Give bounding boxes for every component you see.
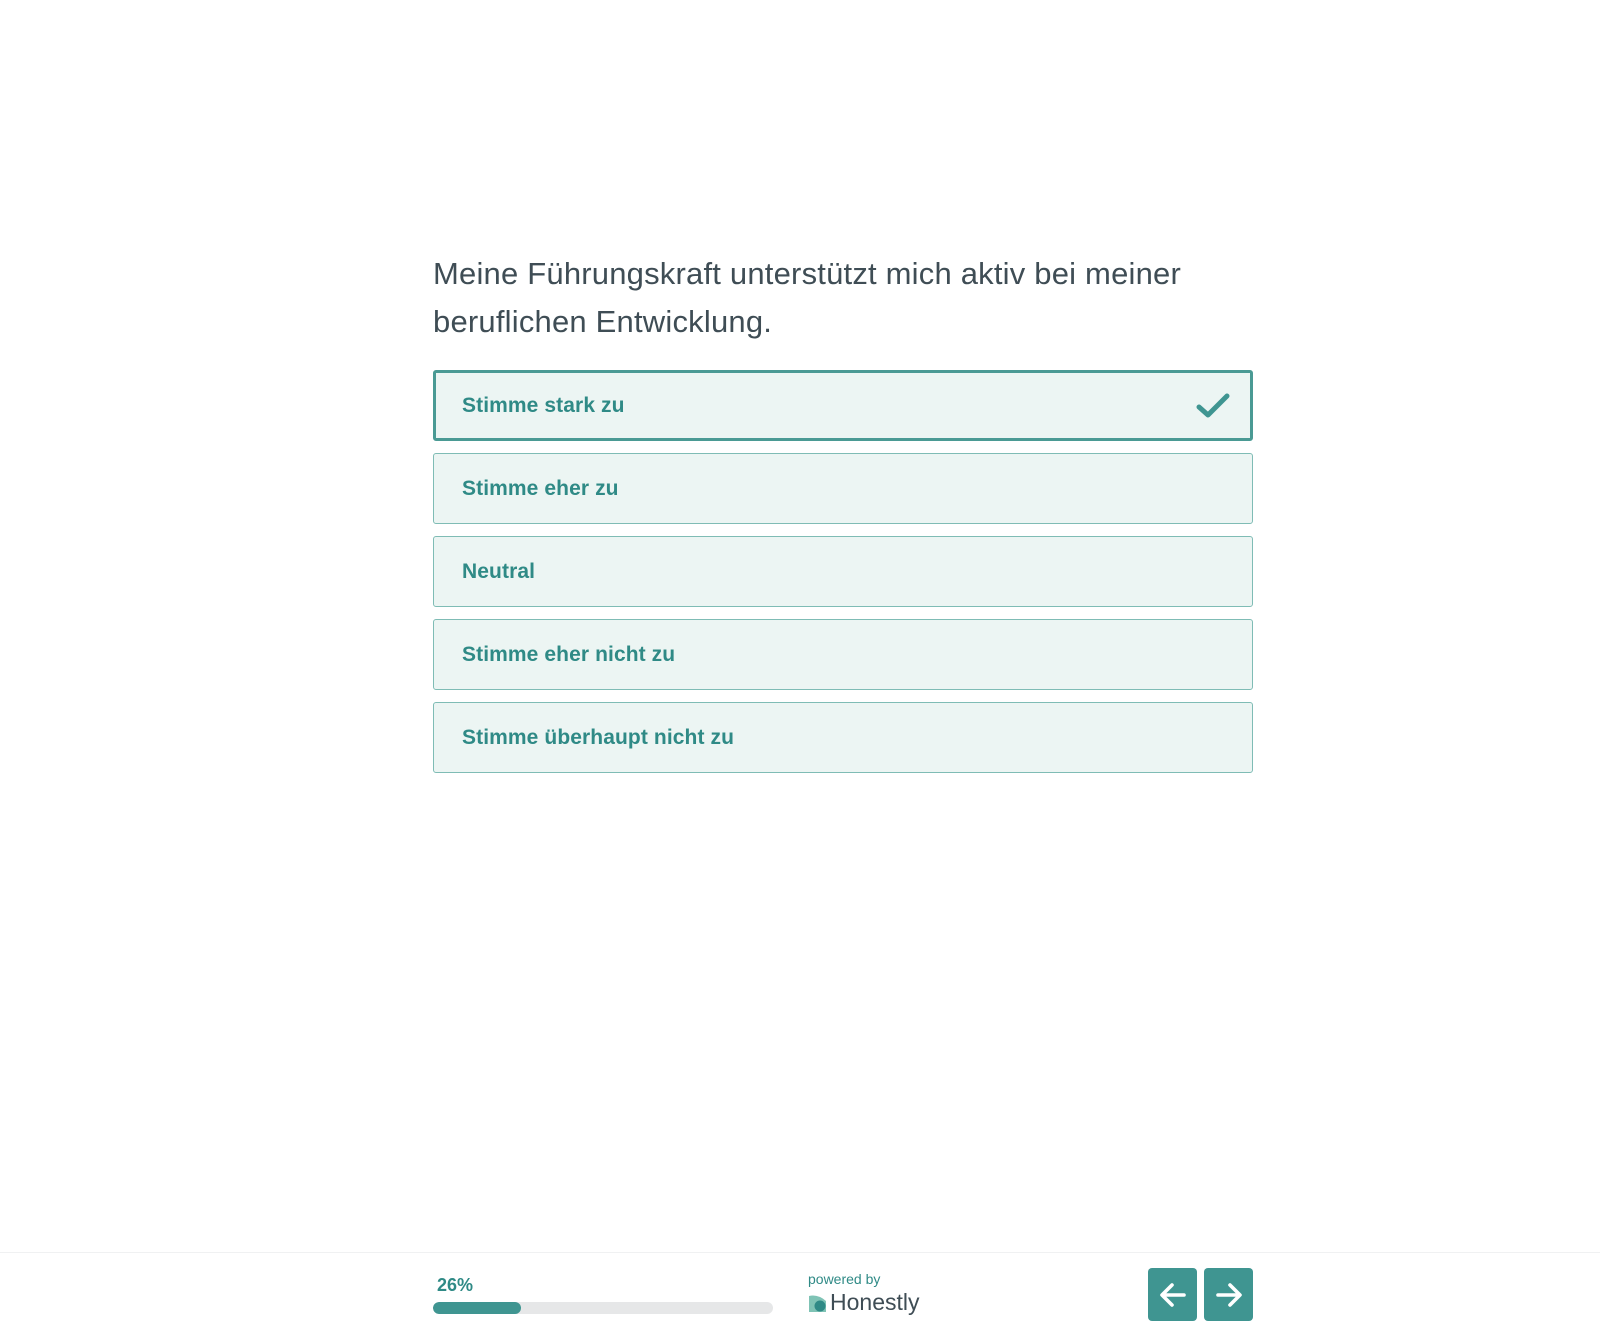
progress-track	[433, 1302, 773, 1314]
option-label: Stimme eher zu	[462, 476, 619, 500]
option-stimme-eher-nicht-zu[interactable]	[433, 619, 1253, 690]
powered-by-text: powered by	[808, 1271, 881, 1287]
arrow-right-icon	[1214, 1280, 1244, 1310]
next-button[interactable]	[1204, 1268, 1253, 1321]
checkmark-icon	[1196, 392, 1230, 420]
option-stimme-stark-zu[interactable]	[433, 370, 1253, 441]
previous-button[interactable]	[1148, 1268, 1197, 1321]
brand	[808, 1271, 919, 1316]
arrow-left-icon	[1158, 1280, 1188, 1310]
option-stimme-eher-zu[interactable]	[433, 453, 1253, 524]
question-title: Meine Führungskraft unterstützt mich aktiv bei meiner beruflichen Entwicklung.	[433, 256, 1182, 339]
progress-fill	[433, 1302, 521, 1314]
progress-percent: 26%	[437, 1275, 474, 1295]
progress	[433, 1275, 773, 1314]
survey-footer	[0, 1252, 1600, 1333]
brand-name: Honestly	[830, 1289, 920, 1315]
option-label: Stimme eher nicht zu	[462, 642, 676, 666]
option-label: Stimme stark zu	[462, 393, 625, 417]
question-area	[433, 250, 1253, 785]
option-neutral[interactable]	[433, 536, 1253, 607]
answer-options	[433, 370, 1253, 773]
option-stimme-ueberhaupt-nicht-zu[interactable]	[433, 702, 1253, 773]
option-label: Neutral	[462, 559, 536, 583]
option-label: Stimme überhaupt nicht zu	[462, 725, 735, 749]
honestly-logo-icon	[808, 1293, 828, 1313]
brand-row	[808, 1289, 919, 1316]
